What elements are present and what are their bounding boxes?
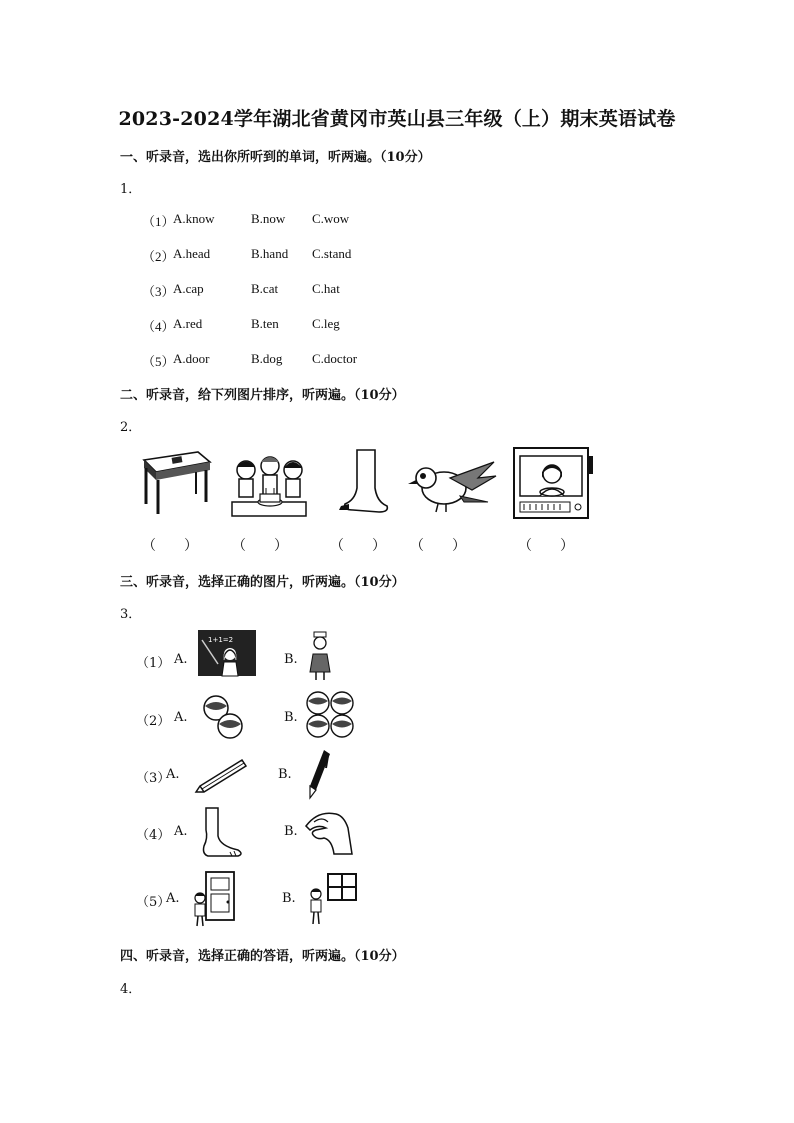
window-picture xyxy=(304,872,358,928)
nurse-picture xyxy=(304,630,354,682)
q2-blank-4[interactable]: （ ） xyxy=(410,538,466,554)
teacher-picture xyxy=(198,630,256,680)
q1-item-1-option-c: C.wow xyxy=(312,211,350,226)
q1-item-4-option-b: B.ten xyxy=(251,316,279,331)
q3-item-5-option-a[interactable]: A. xyxy=(166,891,180,906)
q1-item-3-option-a: A.cap xyxy=(173,281,204,296)
bus-driver-picture xyxy=(512,446,594,520)
pen-picture xyxy=(304,748,334,800)
section-2-heading: 二、听录音，给下列图片排序，听两遍。（10分） xyxy=(120,388,405,403)
q1-item-3-option-c: C.hat xyxy=(312,281,340,296)
q1-item-5-option-b: B.dog xyxy=(251,351,283,366)
section-4-heading: 四、听录音，选择正确的答语，听两遍。（10分） xyxy=(120,949,405,964)
svg-text:1+1=2: 1+1=2 xyxy=(208,636,234,644)
q3-item-2-option-b[interactable]: B. xyxy=(284,710,298,725)
two-balls-picture xyxy=(198,694,248,740)
bird-picture xyxy=(408,456,498,516)
birthday-children-picture xyxy=(230,450,310,518)
q3-item-2-option-a[interactable]: A. xyxy=(174,710,188,725)
q3-item-5-num: （5） xyxy=(136,895,171,910)
q1-item-5-option-c: C.doctor xyxy=(312,351,358,366)
page-title: 2023-2024学年湖北省黄冈市英山县三年级（上）期末英语试卷 xyxy=(118,108,676,130)
q3-item-3-option-a[interactable]: A. xyxy=(166,767,180,782)
q3-item-1-option-b[interactable]: B. xyxy=(284,652,298,667)
q3-item-1-option-a[interactable]: A. xyxy=(174,652,188,667)
hand-picture xyxy=(304,806,356,858)
question-3-number: 3． xyxy=(120,607,142,622)
q1-item-3-option-b: B.cat xyxy=(251,281,279,296)
q3-item-1-num: （1） xyxy=(136,656,171,671)
q1-item-2-option-a: A.head xyxy=(173,246,211,261)
question-4-number: 4． xyxy=(120,982,142,997)
q1-item-5-num: （5） xyxy=(142,354,175,369)
q2-blank-3[interactable]: （ ） xyxy=(330,538,386,554)
question-1-number: 1． xyxy=(120,182,142,197)
q1-item-2-option-c: C.stand xyxy=(312,246,352,261)
q1-item-1-option-a: A.know xyxy=(173,211,215,226)
question-2-number: 2． xyxy=(120,420,142,435)
q2-blank-2[interactable]: （ ） xyxy=(232,538,288,554)
q1-item-3-num: （3） xyxy=(142,284,175,299)
q3-item-2-num: （2） xyxy=(136,714,171,729)
q3-item-4-option-b[interactable]: B. xyxy=(284,824,298,839)
pencil-picture xyxy=(192,756,248,796)
q1-item-2-num: （2） xyxy=(142,249,175,264)
q1-item-5-option-a: A.door xyxy=(173,351,210,366)
door-picture xyxy=(190,870,240,928)
q1-item-4-option-c: C.leg xyxy=(312,316,340,331)
q3-item-4-num: （4） xyxy=(136,828,171,843)
section-1-heading: 一、听录音，选出你所听到的单词，听两遍。（10分） xyxy=(120,150,431,165)
foot-picture xyxy=(198,806,248,858)
foot-picture xyxy=(335,448,390,516)
q2-blank-5[interactable]: （ ） xyxy=(518,538,574,554)
q1-item-4-option-a: A.red xyxy=(173,316,203,331)
q1-item-1-option-b: B.now xyxy=(251,211,286,226)
q2-blank-1[interactable]: （ ） xyxy=(142,538,198,554)
q1-item-4-num: （4） xyxy=(142,319,175,334)
section-3-heading: 三、听录音，选择正确的图片，听两遍。（10分） xyxy=(120,575,405,590)
q3-item-5-option-b[interactable]: B. xyxy=(282,891,296,906)
desk-picture xyxy=(136,448,214,520)
q3-item-3-num: （3） xyxy=(136,771,171,786)
q1-item-1-num: （1） xyxy=(142,214,175,229)
q3-item-3-option-b[interactable]: B. xyxy=(278,767,292,782)
q1-item-2-option-b: B.hand xyxy=(251,246,289,261)
q3-item-4-option-a[interactable]: A. xyxy=(174,824,188,839)
four-balls-picture xyxy=(304,690,358,740)
